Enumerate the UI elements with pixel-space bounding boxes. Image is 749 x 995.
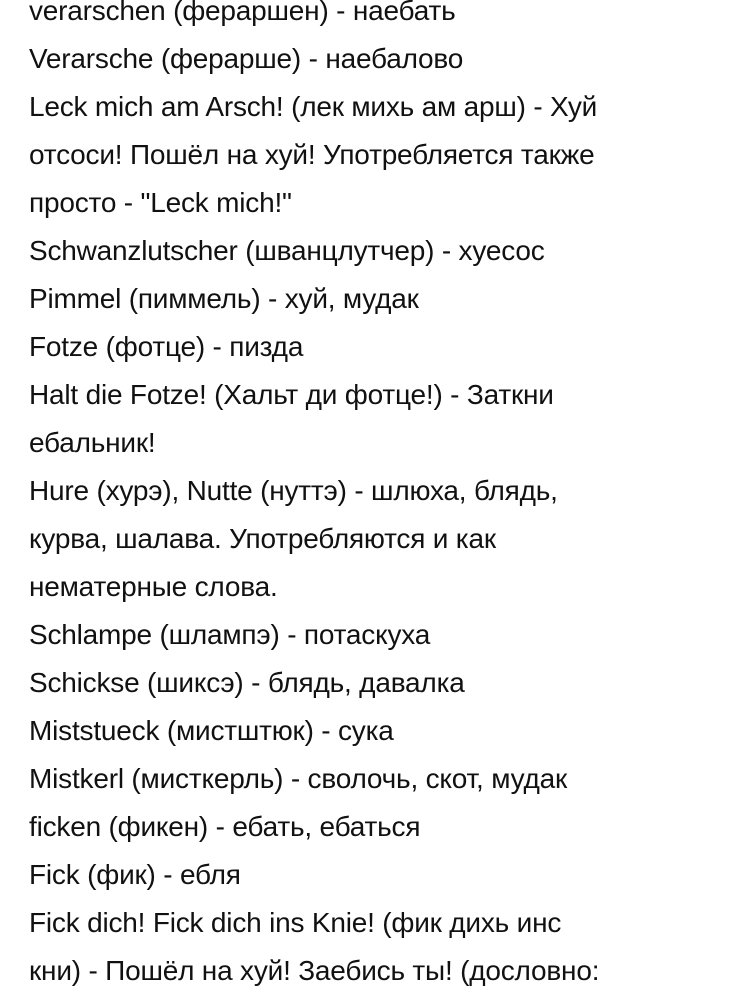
text-line: отсоси! Пошёл на хуй! Употребляется также	[29, 139, 595, 170]
text-line: Mistkerl (мисткерль) - сволочь, скот, мудак	[29, 763, 568, 794]
text-line: ficken (фикен) - ебать, ебаться	[29, 811, 421, 842]
text-line: Fick dich! Fick dich ins Knie! (фик дихь инс	[29, 907, 562, 938]
text-line: Fick (фик) - ебля	[29, 859, 241, 890]
text-line: Leck mich am Arsch! (лек михь ам арш) - Хуй	[29, 91, 598, 122]
document-text	[29, 0, 739, 995]
text-line: Schlampe (шлампэ) - потаскуха	[29, 619, 431, 650]
text-line: курва, шалава. Употребляются и как	[29, 523, 496, 554]
text-line: Schwanzlutscher (шванцлутчер) - хуесос	[29, 235, 545, 266]
text-line: кни) - Пошёл на хуй! Заебись ты! (дословно:	[29, 955, 600, 986]
text-line: Hure (хурэ), Nutte (нуттэ) - шлюха, блядь,	[29, 475, 558, 506]
text-line: Miststueck (мистштюк) - сука	[29, 715, 394, 746]
text-line: Fotze (фотце) - пизда	[29, 331, 304, 362]
text-line: verarschen (фераршен) - наебать	[29, 0, 456, 26]
text-line: ебальник!	[29, 427, 156, 458]
text-line: Pimmel (пиммель) - хуй, мудак	[29, 283, 419, 314]
text-line: Schickse (шиксэ) - блядь, давалка	[29, 667, 465, 698]
text-line: просто - "Leck mich!"	[29, 187, 292, 218]
text-line: Halt die Fotze! (Хальт ди фотце!) - Заткни	[29, 379, 554, 410]
text-line: Verarsche (ферарше) - наебалово	[29, 43, 464, 74]
text-line: нематерные слова.	[29, 571, 278, 602]
